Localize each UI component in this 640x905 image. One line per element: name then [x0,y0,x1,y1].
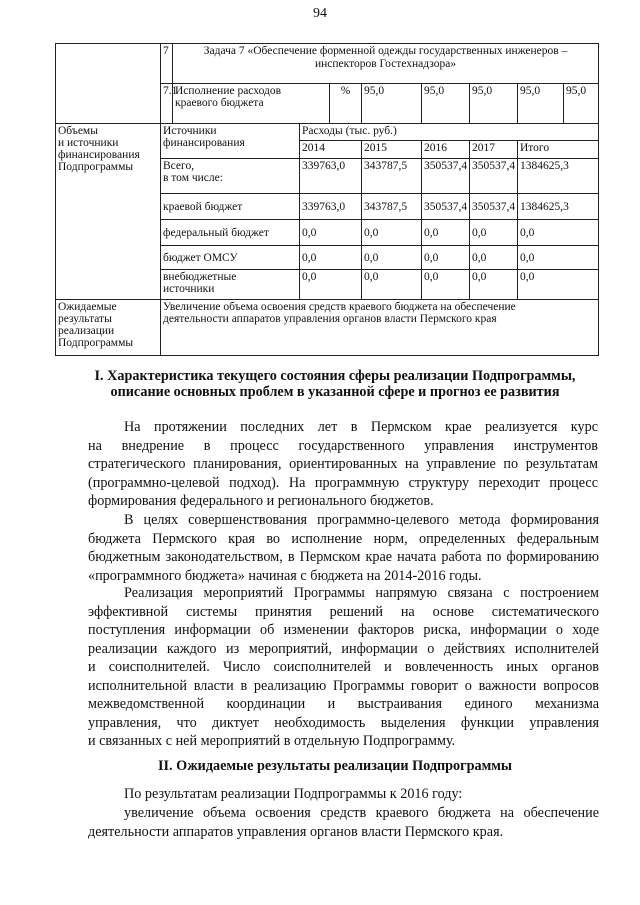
amount-cell: 0,0 [518,220,599,246]
page-number: 94 [313,6,327,21]
amount-cell: 0,0 [422,270,470,300]
section-1-paragraph-2: В целях совершенствования программно-целевого метода формирования бюджета Пермского края во исполнение норм, определенных федеральным бюджетным законодательством, в Пермском крае начата работа по формированию «программного бюджета» начиная с бюджета на 2014-2016 годы. [88,512,599,584]
year-header: 2015 [362,141,422,159]
indicator-value: 95,0 [518,84,564,124]
section-2-paragraph-2: увеличение объема освоения средств краевого бюджета на обеспечение деятельности аппаратов управления органов власти Пермского края. [88,805,599,840]
amount-cell: 350537,4 [422,194,470,220]
section-2-paragraph-1: По результатам реализации Подпрограммы к 2016 году: [124,786,463,802]
expenses-header: Расходы (тыс. руб.) [300,124,599,141]
indicator-label: Исполнение расходов краевого бюджета [173,84,330,124]
amount-cell: 343787,5 [362,159,422,194]
amount-cell: 0,0 [362,220,422,246]
amount-cell: 350537,4 [422,159,470,194]
amount-cell: 0,0 [422,246,470,270]
source-label: бюджет ОМСУ [161,246,300,270]
year-header: 2014 [300,141,362,159]
section-1-paragraph-3: Реализация мероприятий Программы напрямую связана с построением эффективной системы принятия решений на основе систематического поступления информации об изменении факторов риска, информации о ходе реализации каждого из мероприятий, информации о действиях исполнителей и соисполнителей. Число соисполнителей и вовлеченность иных органов исполнительной власти в реализацию Программы говорит о важности вопросов межведомственной координации и выстраивания единого механизма управления, что диктует необходимость выделения функции управления и связанных с ней мероприятий в отдельную Подпрограмму. [88,585,599,749]
amount-cell: 0,0 [470,270,518,300]
section-1-title: I. Характеристика текущего состояния сферы реализации Подпрограммы, описание основных проблем в указанной сфере и прогноз ее развития [94,368,576,400]
empty-cell [56,44,161,124]
amount-cell: 0,0 [300,220,362,246]
source-label: внебюджетные источники [161,270,300,300]
task-number: 7 [161,44,173,84]
amount-cell: 339763,0 [300,194,362,220]
amount-cell: 0,0 [422,220,470,246]
indicator-value: 95,0 [422,84,470,124]
amount-cell: 1384625,3 [518,159,599,194]
source-label: Всего, в том числе: [161,159,300,194]
indicator-value: 95,0 [362,84,422,124]
source-label: краевой бюджет [161,194,300,220]
task-title: Задача 7 «Обеспечение форменной одежды государственных инженеров – инспекторов Гостехнадзора» [173,44,599,84]
amount-cell: 1384625,3 [518,194,599,220]
expected-results-label: Ожидаемые результаты реализации Подпрограммы [56,300,161,356]
amount-cell: 0,0 [470,220,518,246]
amount-cell: 350537,4 [470,194,518,220]
expected-results-text: Увеличение объема освоения средств краевого бюджета на обеспечение деятельности аппаратов управления органов власти Пермского края [161,300,599,356]
amount-cell: 0,0 [518,270,599,300]
sources-header: Источники финансирования [161,124,300,159]
indicator-value: 95,0 [470,84,518,124]
volumes-label: Объемы и источники финансирования Подпрограммы [56,124,161,300]
amount-cell: 0,0 [470,246,518,270]
amount-cell: 0,0 [300,246,362,270]
year-header: 2016 [422,141,470,159]
amount-cell: 0,0 [518,246,599,270]
amount-cell: 0,0 [362,270,422,300]
source-label: федеральный бюджет [161,220,300,246]
section-2-title: II. Ожидаемые результаты реализации Подпрограммы [158,758,512,774]
row-number: 7.1 [161,84,173,124]
amount-cell: 343787,5 [362,194,422,220]
amount-cell: 350537,4 [470,159,518,194]
subprogram-passport-table [55,43,599,356]
amount-cell: 339763,0 [300,159,362,194]
section-1-paragraph-1: На протяжении последних лет в Пермском крае реализуется курс на внедрение в процесс государственного управления инструментов стратегического планирования, ориентированных на управление по результатам (программно-целевой подход). На программную структуру переходит процесс формирования федерального и регионального бюджетов. [88,419,598,509]
year-header: Итого [518,141,599,159]
amount-cell: 0,0 [300,270,362,300]
indicator-value: 95,0 [564,84,599,124]
indicator-unit: % [330,84,362,124]
year-header: 2017 [470,141,518,159]
amount-cell: 0,0 [362,246,422,270]
